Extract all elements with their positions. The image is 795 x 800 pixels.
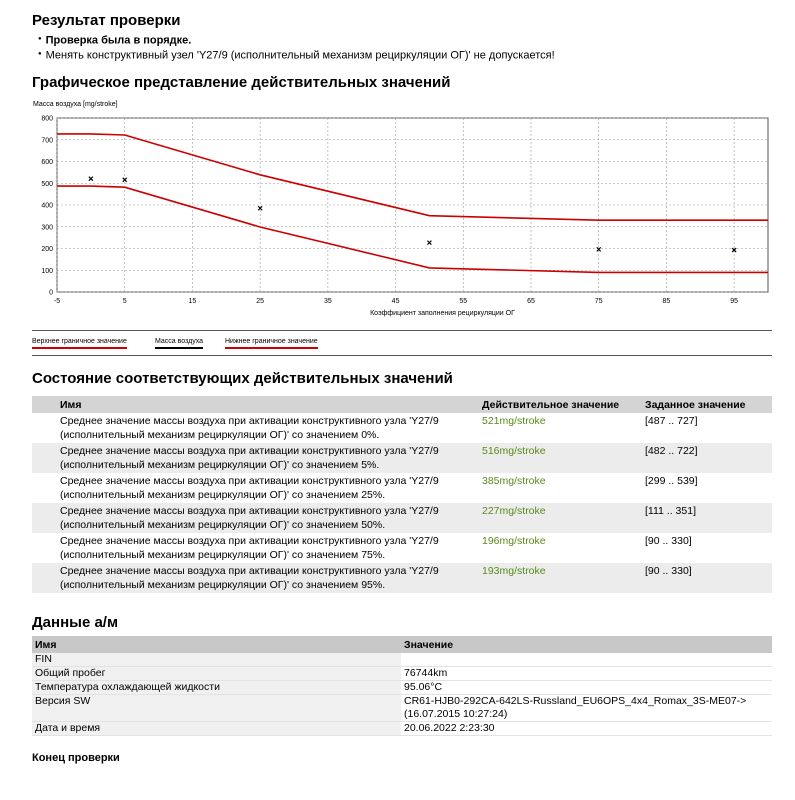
vehicle-value: 76744km (401, 667, 772, 681)
y-tick-label: 400 (41, 202, 53, 210)
state-actual-value: 193mg/stroke (478, 563, 641, 593)
y-tick-label: 0 (49, 289, 53, 297)
y-tick-label: 100 (41, 267, 53, 275)
graph-section-title: Графическое представление действительных значений (32, 74, 451, 91)
result-item-warning: ● Менять конструктивный узел 'Y27/9 (исполнительный механизм рециркуляции ОГ)' не допускается! (38, 48, 555, 63)
vehicle-row (32, 667, 772, 681)
x-tick-label: -5 (53, 298, 61, 305)
legend-lower: Нижнее граничное значение (225, 338, 318, 349)
vehicle-header-row (32, 636, 772, 653)
state-actual-value: 516mg/stroke (478, 443, 641, 473)
y-tick-label: 300 (41, 224, 53, 232)
end-of-check: Конец проверки (32, 752, 120, 764)
states-row (32, 533, 772, 563)
states-title: Состояние соответствующих действительных значений (32, 370, 453, 387)
state-name: Среднее значение массы воздуха при активации конструктивного узла 'Y27/9 (исполнительный механизм рециркуляции ОГ)' со значением 5%. (32, 443, 478, 473)
state-target-range: [299 .. 539] (645, 475, 698, 487)
state-name: Среднее значение массы воздуха при активации конструктивного узла 'Y27/9 (исполнительный механизм рециркуляции ОГ)' со значением 50%. (32, 503, 478, 533)
vehicle-table (32, 636, 772, 736)
air-mass-chart (0, 96, 795, 328)
result-list (38, 33, 555, 64)
states-row (32, 503, 772, 533)
vehicle-key: Версия SW (32, 695, 401, 722)
states-header-row (32, 396, 772, 413)
state-target-range: [90 .. 330] (641, 563, 772, 593)
y-tick-label: 200 (41, 246, 53, 253)
state-target-range: [111 .. 351] (641, 503, 772, 533)
states-table (32, 396, 772, 593)
vehicle-row (32, 681, 772, 695)
states-row (32, 473, 772, 503)
vehicle-row (32, 722, 772, 736)
x-tick-label: 35 (323, 298, 332, 305)
x-tick-label: 5 (122, 298, 127, 305)
x-tick-label: 65 (527, 298, 535, 305)
state-actual-value: 521mg/stroke (482, 415, 546, 427)
vehicle-row (32, 653, 772, 667)
y-axis-label: Масса воздуха [mg/stroke] (33, 101, 118, 108)
vehicle-key: FIN (32, 653, 401, 667)
vehicle-value (401, 653, 772, 667)
vehicle-value: CR61-HJB0-292CA-642LS-Russland_EU6OPS_4x4_Romax_3S-ME07-> (16.07.2015 10:27:24) (401, 695, 772, 722)
vehicle-header-name: Имя (32, 636, 401, 653)
vehicle-value: 20.06.2022 2:23:30 (401, 722, 772, 736)
state-actual-value: 227mg/stroke (478, 503, 641, 533)
vehicle-row (32, 695, 772, 722)
result-item-ok: ● Проверка была в порядке. (38, 33, 555, 48)
vehicle-key: Температура охлаждающей жидкости (32, 681, 401, 695)
result-title: Результат проверки (32, 12, 181, 29)
legend-air-mass: Масса воздуха (155, 338, 203, 349)
state-actual-value: 385mg/stroke (482, 475, 546, 487)
divider-bottom (32, 355, 772, 356)
states-row (32, 563, 772, 593)
x-tick-label: 15 (188, 298, 197, 305)
vehicle-key: Дата и время (32, 722, 401, 736)
vehicle-value: 95.06°C (401, 681, 772, 695)
state-target-range: [487 .. 727] (645, 415, 698, 427)
vehicle-title: Данные а/м (32, 614, 119, 631)
x-tick-label: 95 (730, 298, 739, 305)
vehicle-header-value: Значение (401, 636, 772, 653)
divider-top (32, 330, 772, 331)
y-tick-label: 700 (41, 137, 53, 145)
x-tick-label: 25 (256, 298, 265, 305)
x-tick-label: 85 (662, 298, 671, 305)
states-header-actual: Действительное значение (478, 396, 641, 413)
x-tick-label: 45 (391, 298, 400, 305)
state-target-range: [90 .. 330] (645, 535, 692, 547)
state-name: Среднее значение массы воздуха при активации конструктивного узла 'Y27/9 (исполнительный механизм рециркуляции ОГ)' со значением 0%. (60, 415, 439, 441)
x-tick-label: 55 (459, 298, 468, 305)
state-name: Среднее значение массы воздуха при активации конструктивного узла 'Y27/9 (исполнительный механизм рециркуляции ОГ)' со значением 25%. (60, 475, 439, 501)
vehicle-key: Общий пробег (32, 667, 401, 681)
state-actual-value: 196mg/stroke (482, 535, 546, 547)
states-header-target: Заданное значение (641, 396, 772, 413)
x-axis-label: Коэффициент заполнения рециркуляции ОГ (370, 310, 515, 317)
state-name: Среднее значение массы воздуха при активации конструктивного узла 'Y27/9 (исполнительный механизм рециркуляции ОГ)' со значением 75%. (60, 535, 439, 561)
states-header-name: Имя (32, 396, 478, 413)
y-tick-label: 800 (41, 115, 53, 123)
legend-upper: Верхнее граничное значение (32, 338, 127, 349)
state-target-range: [482 .. 722] (641, 443, 772, 473)
y-tick-label: 600 (41, 159, 53, 166)
state-name: Среднее значение массы воздуха при активации конструктивного узла 'Y27/9 (исполнительный механизм рециркуляции ОГ)' со значением 95%. (32, 563, 478, 593)
y-tick-label: 500 (41, 180, 53, 188)
x-tick-label: 75 (594, 298, 603, 305)
states-row (32, 413, 772, 443)
states-row (32, 443, 772, 473)
